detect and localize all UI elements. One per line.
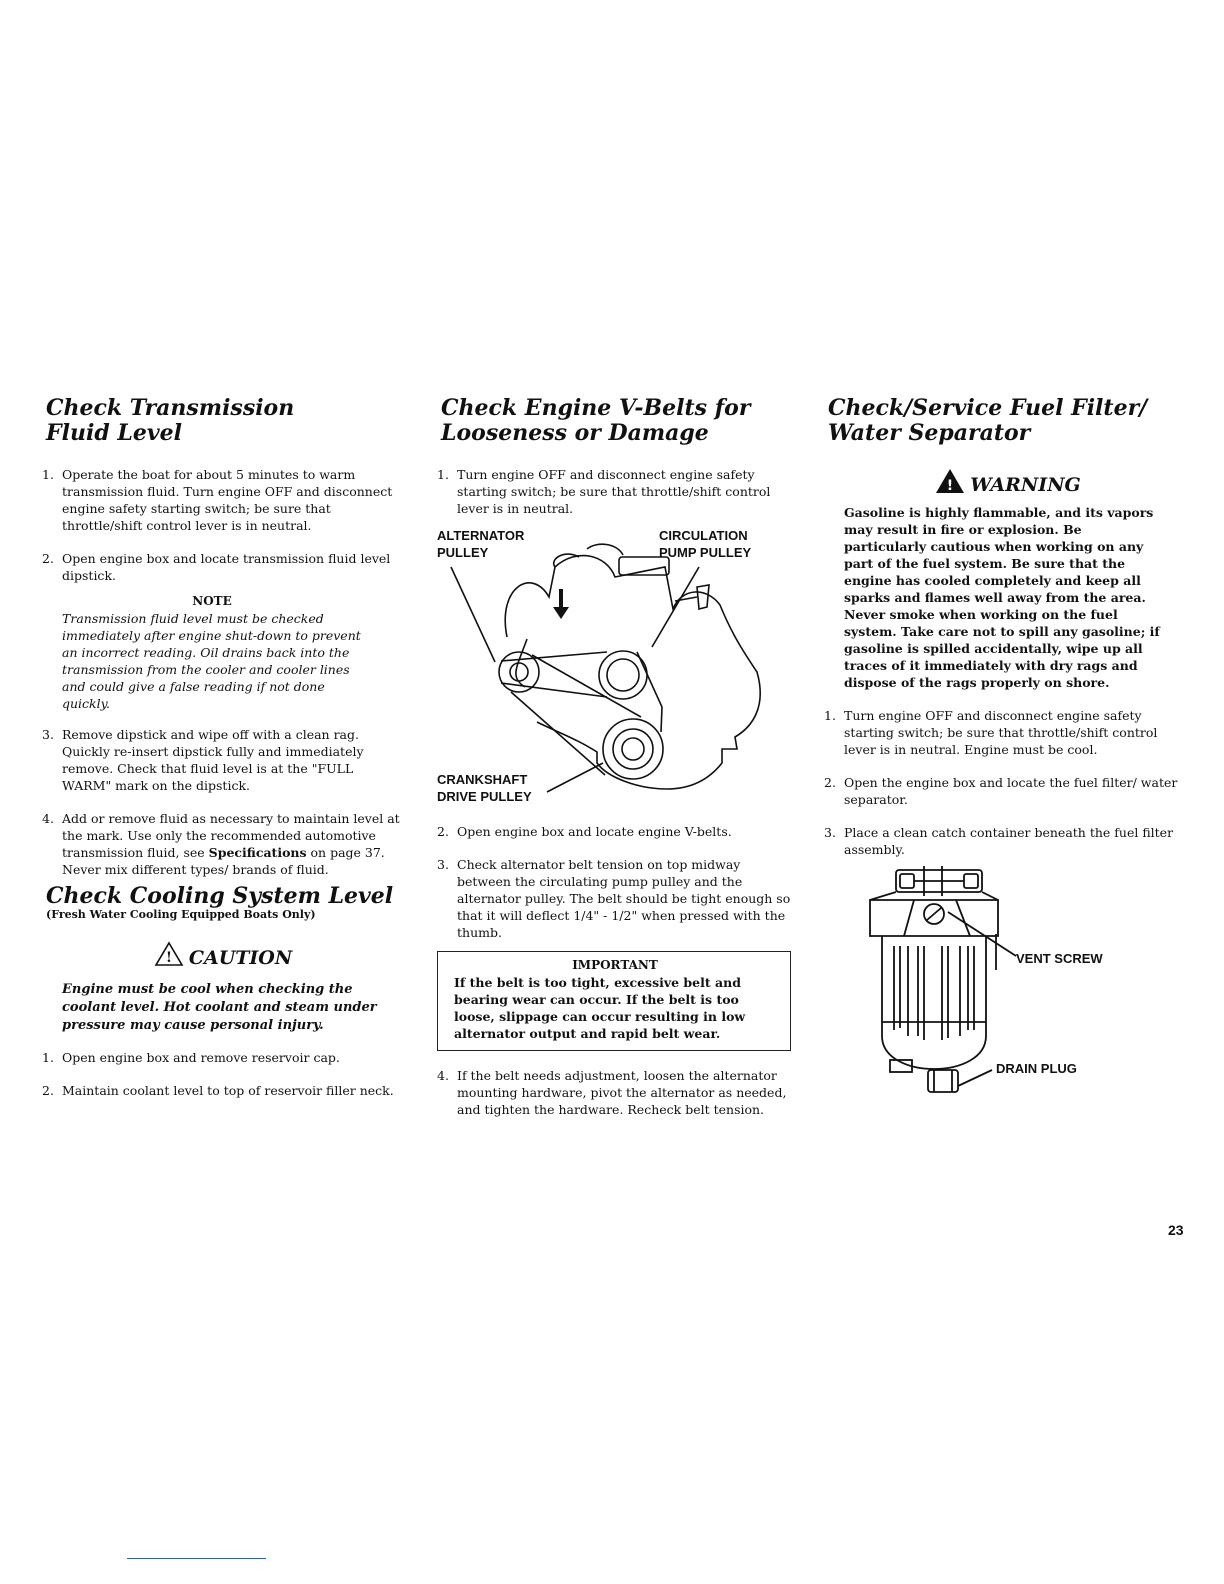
svg-text:!: ! [946,478,954,494]
warning-triangle-icon [935,468,965,494]
note-text: Transmission fluid level must be checked immediately after engine shut-down to prevent an incorrect reading. Oil drains back into the transmission from the cooler and cooler lines and could give a false reading if not done quickly. [62,611,361,711]
fuel-filter-steps [824,707,1192,858]
section-title-cooling: Check Cooling System Level [46,883,394,909]
fuel-filter-drawing [824,860,1124,1130]
v-belt-steps-final [437,1067,797,1118]
important-heading: IMPORTANT [572,958,658,972]
list-item: 4. If the belt needs adjustment, loosen the alternator mounting hardware, pivot the alternator as needed, and tighten the hardware. Recheck belt tension. [437,1068,787,1117]
list-item: 3. Remove dipstick and wipe off with a clean rag. Quickly re-insert dipstick fully and immediately remove. Check that fluid level is at the "FULL WARM" mark on the dipstick. [42,727,364,793]
engine-belt-diagram [437,527,787,817]
warning-text: Gasoline is highly flammable, and its vapors may result in fire or explosion. Be particularly cautious when working on any part of the fuel system. Be sure that the engine has cooled completely and keep all sparks and flames well away from the area. Never smoke when working on the fuel system. Take care not to spill any gasoline; if gasoline is spilled accidentally, wipe up all traces of it immediately with dry rags and dispose of the rags properly on shore. [844,505,1160,690]
warning-header [824,468,1192,496]
list-item: 3. Place a clean catch container beneath the fuel filter assembly. [824,825,1174,857]
column-v-belts [437,396,797,1134]
crankshaft-label: CRANKSHAFT DRIVE PULLEY [437,772,532,804]
list-item: 1. Open engine box and remove reservoir cap. [42,1050,340,1065]
list-item: 2. Maintain coolant level to top of reservoir filler neck. [42,1083,394,1098]
note-box [62,594,362,712]
list-item: 1. Turn engine OFF and disconnect engine safety starting switch; be sure that throttle/shift control lever is in neutral. Engine must be cool. [824,708,1158,757]
caution-text: Engine must be cool when checking the coolant level. Hot coolant and steam under pressure may cause personal injury. [62,982,377,1033]
page-number: 23 [1168,1222,1184,1238]
caution-heading: CAUTION [188,947,293,969]
list-item: 2. Open engine box and locate transmission fluid level dipstick. [42,551,391,583]
section-title-v-belts: Check Engine V-Belts for Looseness or Damage [441,395,751,446]
cooling-steps [42,1049,404,1099]
alternator-label: ALTERNATOR PULLEY [437,528,525,560]
v-belt-steps-continued [437,823,797,941]
list-item: 2. Open engine box and locate engine V-belts. [437,824,732,839]
drain-plug-label: DRAIN PLUG [996,1061,1077,1076]
caution-header [42,941,404,969]
section-title-fuel-filter: Check/Service Fuel Filter/ Water Separator [828,395,1148,446]
note-heading: NOTE [192,594,232,608]
svg-text:!: ! [165,950,172,966]
section-title-transmission: Check Transmission Fluid Level [46,395,295,446]
list-item: 3. Check alternator belt tension on top midway between the circulating pump pulley and the alternator pulley. The belt should be tight enough so that it will deflect 1/4" - 1/2" when pressed with the thumb. [437,857,791,940]
fuel-filter-diagram [824,860,1124,1130]
caution-triangle-icon [154,941,184,967]
cooling-subtitle: (Fresh Water Cooling Equipped Boats Only) [46,908,316,921]
list-item: 2. Open the engine box and locate the fuel filter/ water separator. [824,775,1178,807]
important-box [437,951,791,1051]
column-transmission [42,396,404,1115]
vent-screw-label: VENT SCREW [1016,951,1103,966]
list-item: 1. Operate the boat for about 5 minutes to warm transmission fluid. Turn engine OFF and disconnect engine safety starting switch; be sure that throttle/shift control lever is in neutral. [42,467,393,533]
footer-rule [127,1558,266,1559]
transmission-steps [42,466,404,584]
warning-heading: WARNING [970,474,1081,496]
column-fuel-filter [824,396,1192,1130]
important-text: If the belt is too tight, excessive belt and bearing wear can occur. If the belt is too loose, slippage can occur resulting in low alternator output and rapid belt wear. [454,975,746,1041]
engine-drawing [437,527,787,817]
v-belt-steps [437,466,797,517]
transmission-steps-continued [42,726,404,878]
list-item: 4. Add or remove fluid as necessary to maintain level at the mark. Use only the recommended automotive transmission fluid, see Specifications on page 37. Never mix different types/ brands of fluid. [42,811,400,877]
list-item: 1. Turn engine OFF and disconnect engine safety starting switch; be sure that throttle/shift control lever is in neutral. [437,467,771,516]
circulation-label: CIRCULATION PUMP PULLEY [659,528,752,560]
